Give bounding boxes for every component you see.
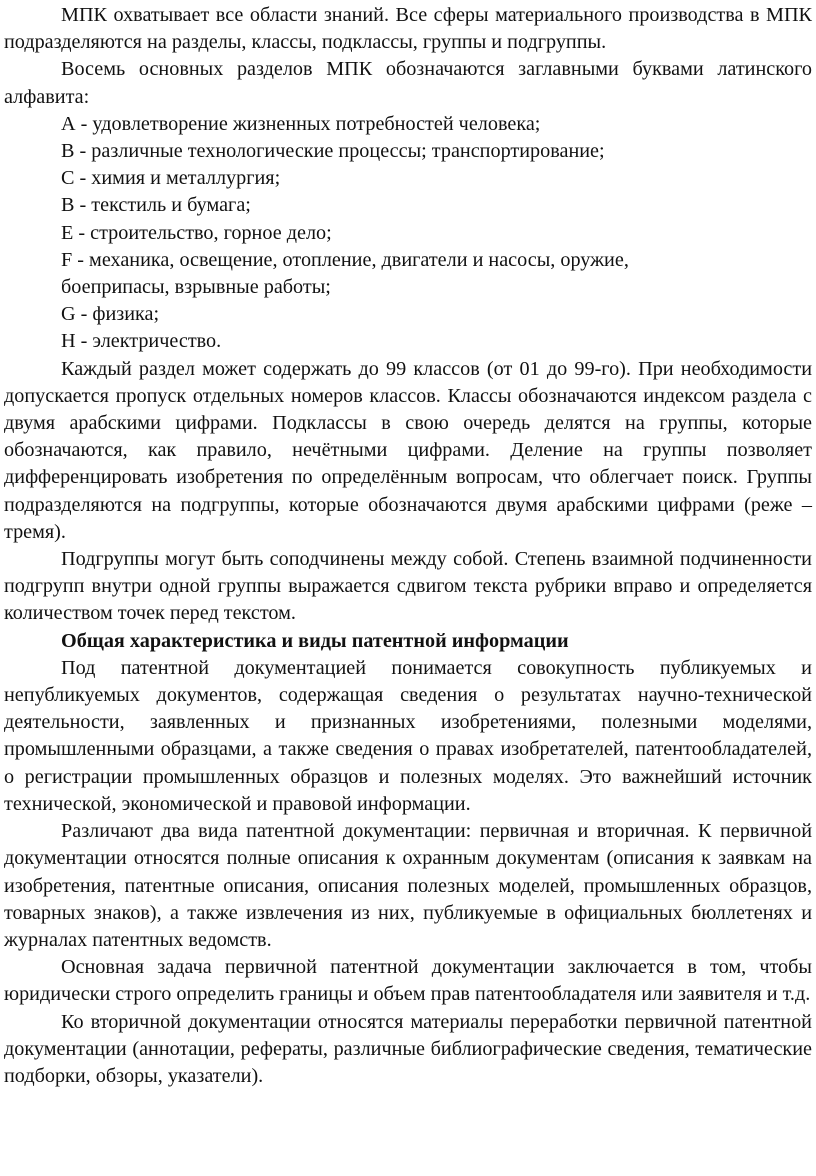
- list-item: В - текстиль и бумага;: [61, 194, 251, 217]
- paragraph-ipc-scope: МПК охватывает все области знаний. Все сферы материального производства в МПК подразделяются на разделы, классы, подклассы, группы и подгруппы.: [4, 4, 812, 54]
- paragraph-sections-intro: Восемь основных разделов МПК обозначаются заглавными буквами латинского алфавита:: [4, 58, 812, 108]
- paragraph-subgroups: Подгруппы могут быть соподчинены между собой. Степень взаимной подчиненности подгрупп внутри одной группы выражается сдвигом текста рубрики вправо и определяется количеством точек перед текстом.: [4, 548, 812, 625]
- paragraph-documentation-types: Различают два вида патентной документации: первичная и вторичная. К первичной документации относятся полные описания к охранным документам (описания к заявкам на изобретения, патентные описания, описания полезных моделей, промышленных образцов, товарных знаков), а также извлечения из них, публикуемые в официальных бюллетенях и журналах патентных ведомств.: [4, 820, 812, 951]
- list-item: А - удовлетворение жизненных потребностей человека;: [61, 112, 541, 135]
- list-item: С - химия и металлургия;: [61, 167, 281, 190]
- paragraph-secondary-docs: Ко вторичной документации относятся материалы переработки первичной патентной документации (аннотации, рефераты, различные библиографические сведения, тематические подборки, обзоры, указатели).: [4, 1010, 812, 1087]
- list-item: G - физика;: [61, 303, 160, 326]
- paragraph-primary-task: Основная задача первичной патентной документации заключается в том, чтобы юридически строго определить границы и объем прав патентообладателя или заявителя и т.д.: [4, 956, 812, 1006]
- paragraph-classes: Каждый раздел может содержать до 99 классов (от 01 до 99-го). При необходимости допускается пропуск отдельных номеров классов. Классы обозначаются индексом раздела с двумя арабскими цифрами. Подклассы в свою очередь делятся на группы, которые обозначаются, как правило, нечётными цифрами. Деление на группы позволяет дифференцировать изобретения по определённым вопросам, что облегчает поиск. Группы подразделяются на подгруппы, которые обозначаются двумя арабскими цифрами (реже – тремя).: [4, 357, 812, 543]
- list-item: боеприпасы, взрывные работы;: [61, 276, 331, 299]
- list-item: В - различные технологические процессы; транспортирование;: [61, 140, 605, 163]
- list-item: Е - строительство, горное дело;: [61, 221, 332, 244]
- paragraph-patent-documentation: Под патентной документацией понимается совокупность публикуемых и непубликуемых документов, содержащая сведения о результатах научно-технической деятельности, заявленных и признанных изобретениями, полезными моделями, промышленными образцами, а также сведения о правах изобретателей, патентообладателей, о регистрации промышленных образцов и полезных моделях. Это важнейший источник технической, экономической и правовой информации.: [4, 656, 812, 815]
- list-item: Н - электричество.: [61, 330, 222, 353]
- list-item: F - механика, освещение, отопление, двигатели и насосы, оружие,: [61, 248, 629, 271]
- sections-list: [4, 111, 812, 356]
- section-heading: Общая характеристика и виды патентной информации: [61, 629, 569, 652]
